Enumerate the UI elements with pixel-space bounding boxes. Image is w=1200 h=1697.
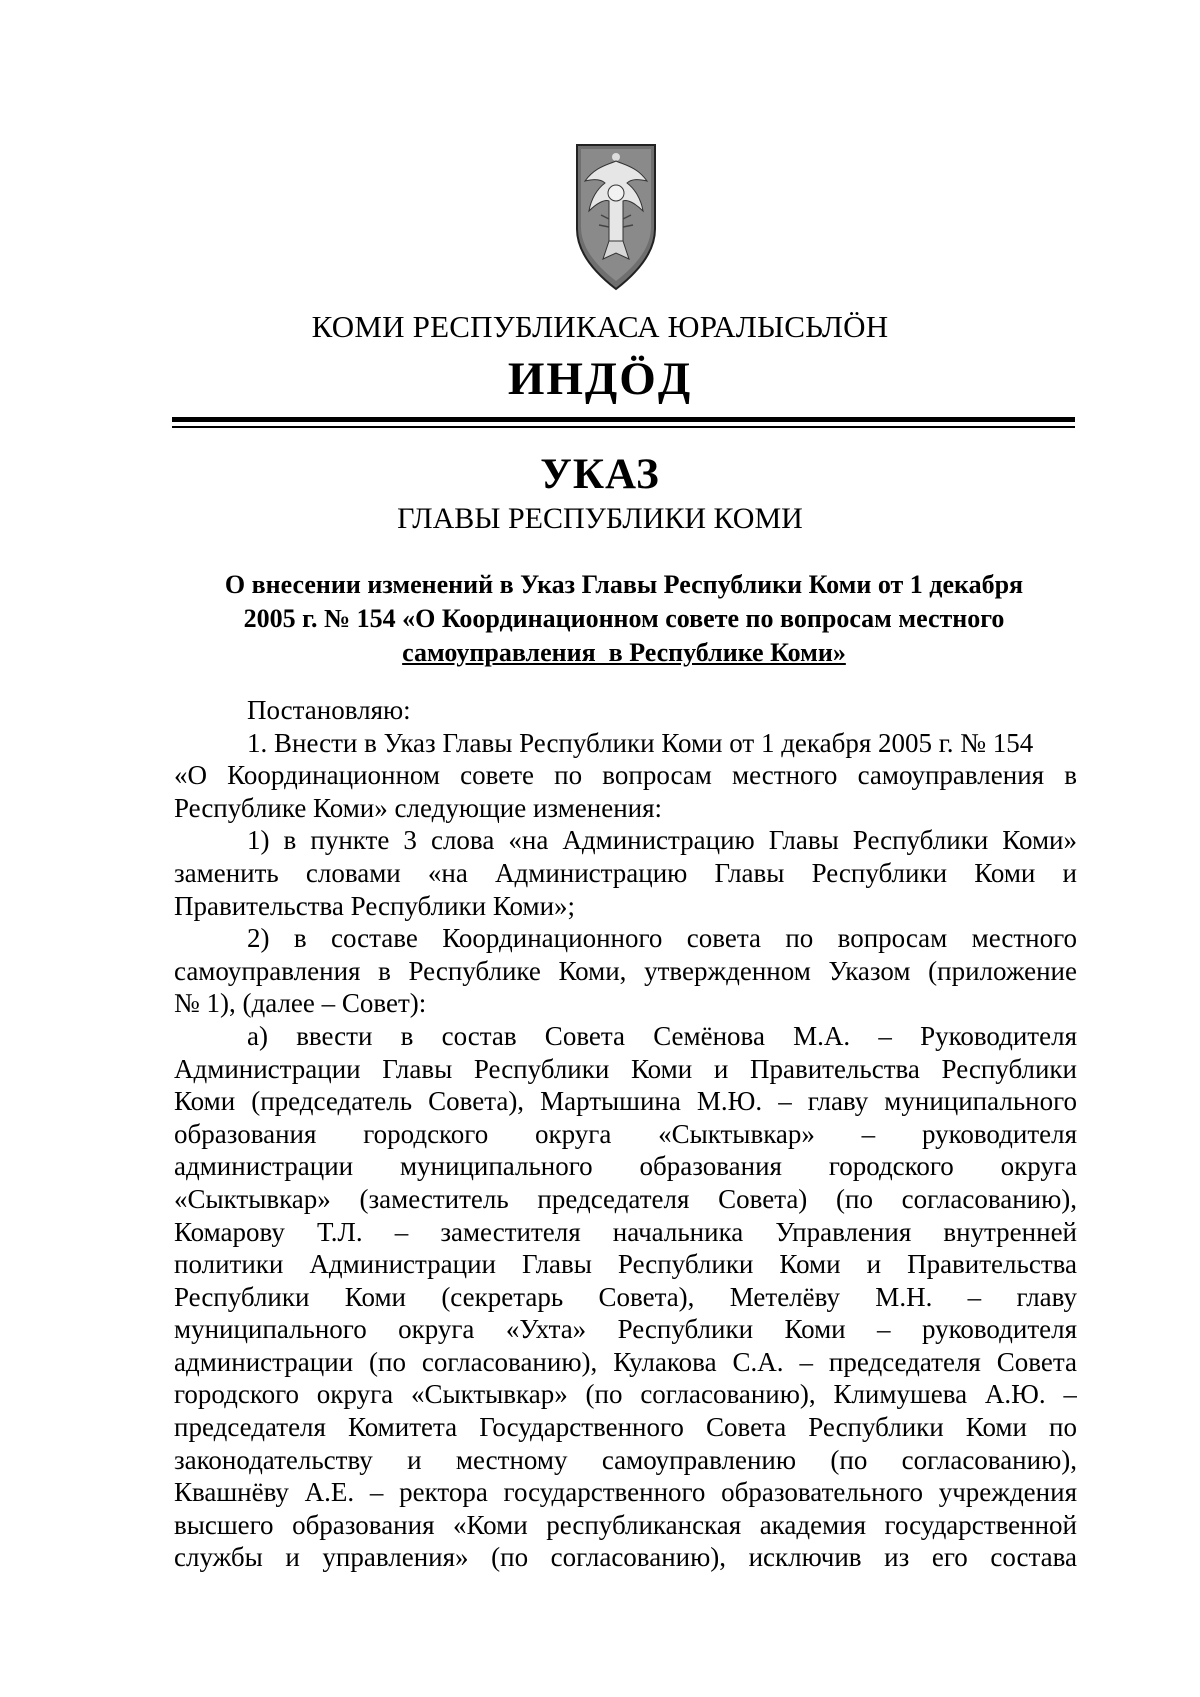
title-line: 2005 г. № 154 «О Координационном совете по вопросам местного (243, 604, 1005, 633)
body-line: самоуправления в Республике Коми, утвержденном Указом (приложение (174, 955, 1077, 986)
body-line: № 1), (далее – Совет): (174, 988, 427, 1019)
body-line: высшего образования «Коми республиканская академия государственной (174, 1509, 1077, 1540)
body-line: Коми (председатель Совета), Мартышина М.Ю. – главу муниципального (174, 1086, 1077, 1117)
title-line: О внесении изменений в Указ Главы Республики Коми от 1 декабря (224, 570, 1024, 599)
body-line: Комарову Т.Л. – заместителя начальника Управления внутренней (174, 1216, 1077, 1247)
body-line: службы и управления» (по согласованию), исключив из его состава (174, 1542, 1077, 1573)
body-line: городского округа «Сыктывкар» (по согласованию), Климушева А.Ю. – (174, 1379, 1077, 1410)
komi-header-line: КОМИ РЕСПУБЛИКАСА ЮРАЛЫСЬЛӦН (311, 309, 889, 344)
body-line: 2) в составе Координационного совета по вопросам местного (247, 923, 1077, 954)
body-line: Правительства Республики Коми»; (174, 890, 576, 921)
document-title (172, 568, 1076, 670)
ukaz-heading: УКАЗ (540, 451, 660, 498)
body-line: Постановляю: (247, 695, 411, 725)
header-rule-thin (172, 426, 1075, 428)
body-line: заменить словами «на Администрацию Главы Республики Коми и (174, 857, 1077, 888)
body-line: Республике Коми» следующие изменения: (174, 792, 663, 823)
body-line: политики Администрации Главы Республики Коми и Правительства (174, 1249, 1077, 1280)
title-line-underlined: самоуправления в Республике Коми» (402, 638, 846, 667)
body-line: председателя Комитета Государственного Совета Республики Коми по (174, 1412, 1077, 1443)
body-line: а) ввести в состав Совета Семёнова М.А. – Руководителя (247, 1020, 1077, 1051)
body-line: муниципального округа «Ухта» Республики Коми – руководителя (174, 1314, 1077, 1345)
document-body (174, 694, 1077, 1574)
body-line: законодательству и местному самоуправлению (по согласованию), (174, 1444, 1077, 1475)
body-line: 1. Внести в Указ Главы Республики Коми от 1 декабря 2005 г. № 154 (247, 727, 1034, 758)
body-line: Администрации Главы Республики Коми и Правительства Республики (174, 1053, 1077, 1084)
body-line: администрации муниципального образования городского округа (174, 1151, 1077, 1182)
header-rule-thick (172, 417, 1075, 422)
indod-heading: ИНДӦД (507, 353, 693, 405)
body-line: образования городского округа «Сыктывкар» – руководителя (174, 1118, 1077, 1149)
body-line: Республики Коми (секретарь Совета), Метелёву М.Н. – главу (174, 1281, 1077, 1312)
komi-coat-of-arms-icon (571, 141, 661, 291)
body-line: администрации (по согласованию), Кулакова С.А. – председателя Совета (174, 1346, 1077, 1377)
glava-line: ГЛАВЫ РЕСПУБЛИКИ КОМИ (397, 502, 803, 535)
body-line: «О Координационном совете по вопросам местного самоуправления в (174, 760, 1077, 791)
body-line: «Сыктывкар» (заместитель председателя Совета) (по согласованию), (174, 1183, 1077, 1214)
body-line: Квашнёву А.Е. – ректора государственного образовательного учреждения (174, 1477, 1077, 1508)
body-line: 1) в пункте 3 слова «на Администрацию Главы Республики Коми» (247, 825, 1077, 856)
